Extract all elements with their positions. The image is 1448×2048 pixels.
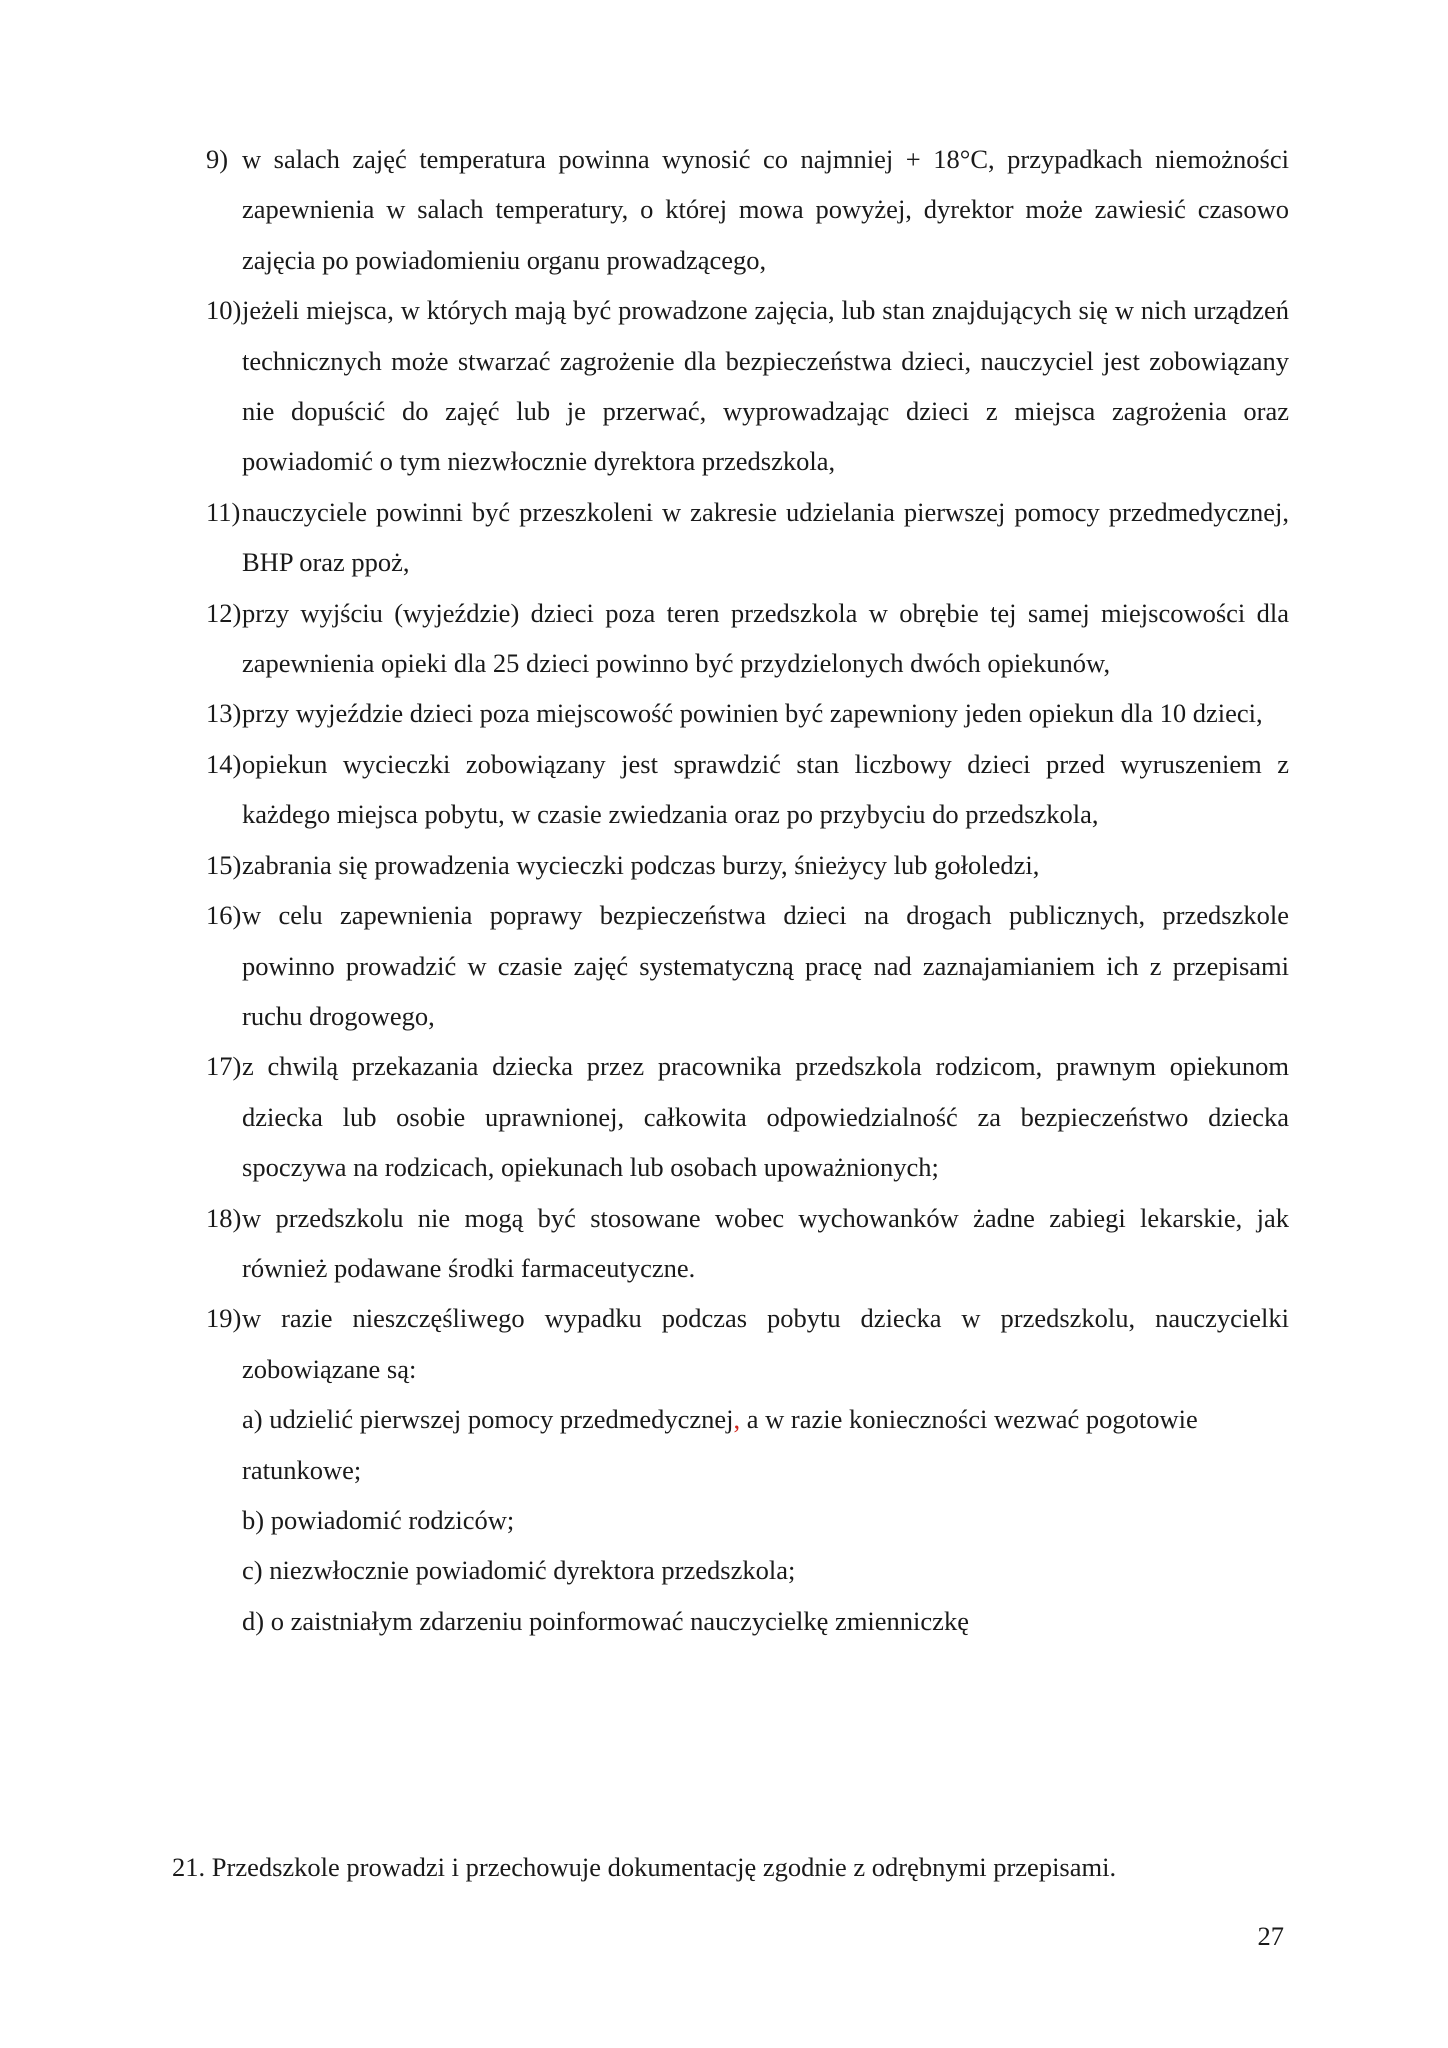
sub-item-letter: c)	[242, 1555, 263, 1586]
list-item-11	[206, 487, 1289, 588]
sub-item-text: udzielić pierwszej pomocy przedmedycznej	[269, 1404, 734, 1435]
item-text: jeżeli miejsca, w których mają być prowadzone zajęcia, lub stan znajdujących się w nich urządzeń technicznych może stwarzać zagrożenie dla bezpieczeństwa dzieci, nauczyciel jest zobowiązany nie dopuścić do zajęć lub je przerwać, wyprowadzając dzieci z miejsca zagrożenia oraz powiadomić o tym niezwłocznie dyrektora przedszkola,	[242, 295, 1289, 477]
item-number: 19)	[206, 1303, 242, 1334]
item-number: 17)	[206, 1051, 242, 1082]
list-item-15	[206, 840, 1289, 890]
item-text: przy wyjściu (wyjeździe) dzieci poza teren przedszkola w obrębie tej samej miejscowości dla zapewnienia opieki dla 25 dzieci powinno być przydzielonych dwóch opiekunów,	[242, 597, 1289, 679]
numbered-list	[206, 134, 1289, 1646]
sub-item-text: powiadomić rodziców;	[270, 1504, 515, 1535]
item-number: 13)	[206, 698, 242, 729]
item-number: 16)	[206, 900, 242, 931]
item-text: w razie nieszczęśliwego wypadku podczas pobytu dziecka w przedszkolu, nauczycielki zobowiązane są:	[242, 1303, 1289, 1384]
sub-item-letter: b)	[242, 1504, 265, 1535]
list-item-19	[206, 1293, 1289, 1394]
sub-item-text: niezwłocznie powiadomić dyrektora przedszkola;	[269, 1555, 796, 1586]
sub-item-a	[242, 1394, 1289, 1495]
list-item-9	[206, 134, 1289, 285]
sub-item-text-continued: a w razie konieczności wezwać pogotowie ratunkowe;	[242, 1404, 1198, 1485]
item-text: w przedszkolu nie mogą być stosowane wobec wychowanków żadne zabiegi lekarskie, jak również podawane środki farmaceutyczne.	[242, 1202, 1289, 1283]
item-number: 9)	[206, 144, 229, 174]
list-item-14	[206, 739, 1289, 840]
item-text: nauczyciele powinni być przeszkoleni w zakresie udzielania pierwszej pomocy przedmedycznej, BHP oraz ppoż,	[242, 496, 1289, 578]
item-number: 10)	[206, 295, 242, 326]
list-item-13	[206, 688, 1289, 738]
item-text: w salach zajęć temperatura powinna wynosić co najmniej + 18°C, przypadkach niemożności zapewnienia w salach temperatury, o której mowa powyżej, dyrektor może zawiesić czasowo zajęcia po powiadomieniu organu prowadzącego,	[242, 144, 1289, 275]
section-point-21: 21. Przedszkole prowadzi i przechowuje dokumentację zgodnie z odrębnymi przepisami.	[172, 1852, 1117, 1882]
item-number: 15)	[206, 849, 242, 880]
item-number: 11)	[206, 496, 241, 527]
item-text: przy wyjeździe dzieci poza miejscowość powinien być zapewniony jeden opiekun dla 10 dzieci,	[242, 698, 1263, 729]
item-text: w celu zapewnienia poprawy bezpieczeństwa dzieci na drogach publicznych, przedszkole powinno prowadzić w czasie zajęć systematyczną pracę nad zaznajamianiem ich z przepisami ruchu drogowego,	[242, 900, 1289, 1031]
sub-item-c	[242, 1545, 1289, 1595]
sub-item-letter: d)	[242, 1605, 265, 1636]
page-number: 27	[1257, 1921, 1284, 1951]
sub-item-d	[242, 1596, 1289, 1646]
list-item-17	[206, 1041, 1289, 1192]
item-number: 12)	[206, 597, 242, 628]
list-item-12	[206, 588, 1289, 689]
item-number: 18)	[206, 1202, 242, 1233]
item-text: opiekun wycieczki zobowiązany jest sprawdzić stan liczbowy dzieci przed wyruszeniem z każdego miejsca pobytu, w czasie zwiedzania oraz po przybyciu do przedszkola,	[242, 748, 1289, 830]
list-item-10	[206, 285, 1289, 487]
sub-item-text: o zaistniałym zdarzeniu poinformować nauczycielkę zmienniczkę	[270, 1605, 969, 1636]
list-item-16	[206, 890, 1289, 1041]
item-text: zabrania się prowadzenia wycieczki podczas burzy, śnieżycy lub gołoledzi,	[242, 849, 1040, 880]
highlighted-comma: ,	[733, 1404, 741, 1435]
item-text: z chwilą przekazania dziecka przez pracownika przedszkola rodzicom, prawnym opiekunom dziecka lub osobie uprawnionej, całkowita odpowiedzialność za bezpieczeństwo dziecka spoczywa na rodzicach, opiekunach lub osobach upoważnionych;	[242, 1051, 1289, 1183]
sub-item-letter: a)	[242, 1404, 263, 1435]
list-item-18	[206, 1193, 1289, 1294]
item-number: 14)	[206, 748, 242, 779]
sub-item-b	[242, 1495, 1289, 1545]
